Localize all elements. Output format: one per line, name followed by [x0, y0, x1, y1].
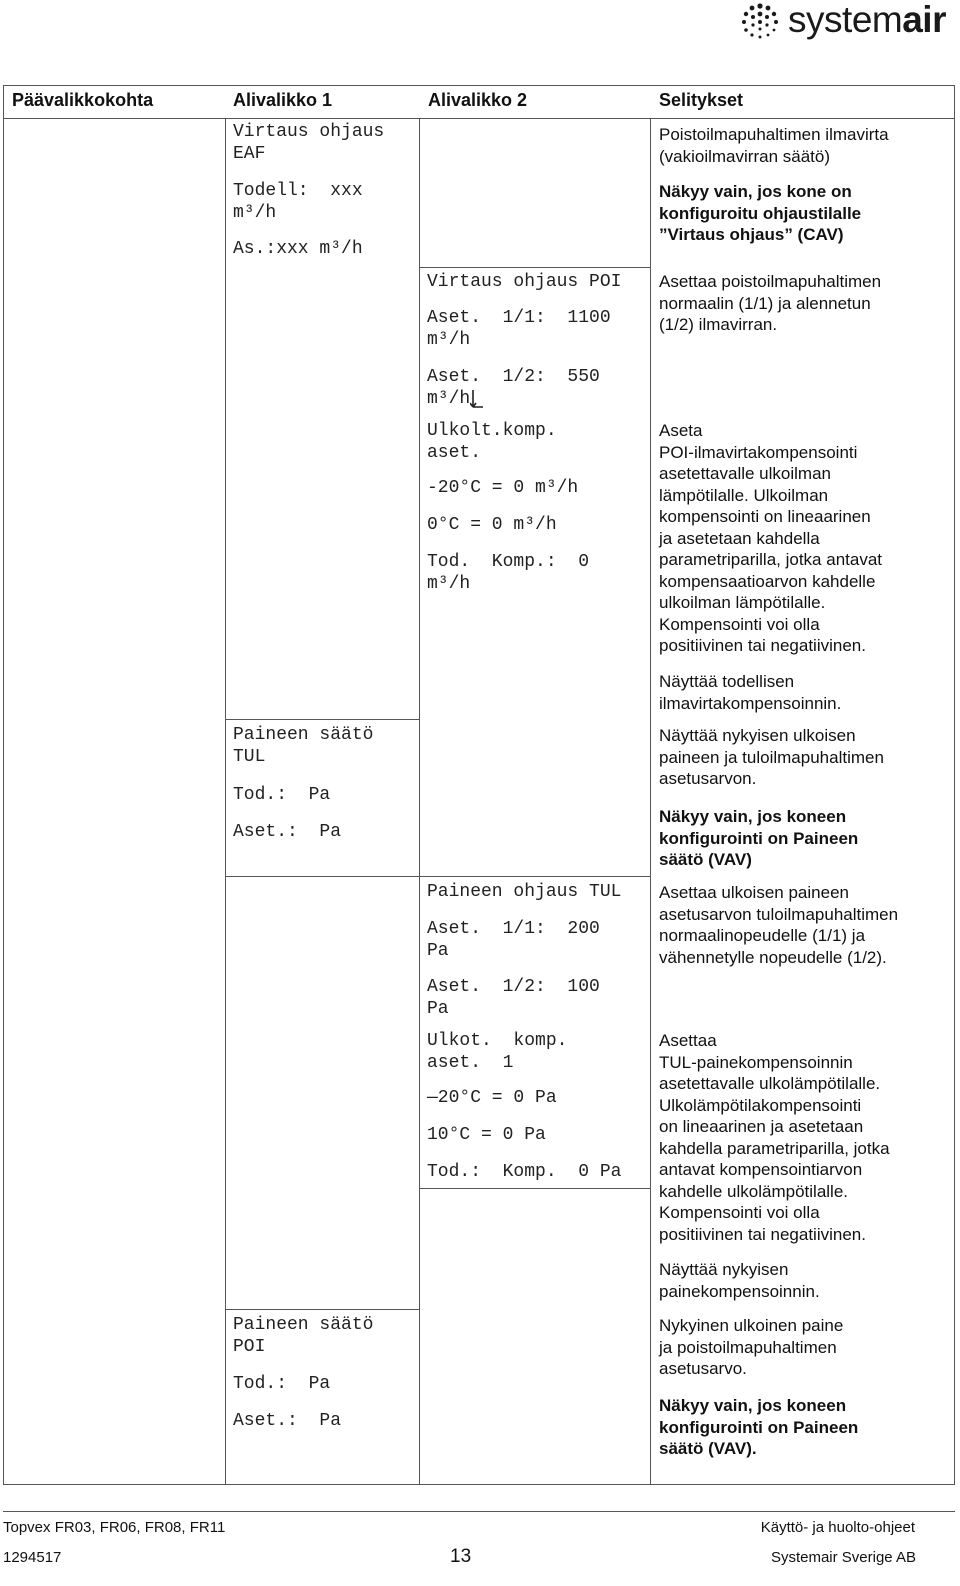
- description: Aseta POI-ilmavirtakompensointi asetettavalle ulkoilman lämpötilalle. Ulkoilman kompensointi on lineaarinen ja asetetaan kahdella parametriparilla, jotka antavat kompensaatioarvon kahdelle ulkoilman lämpötilalle. Kompensointi voi olla positiivinen tai negatiivinen.: [659, 421, 883, 655]
- sub1-item: Aset.: Pa: [233, 822, 342, 842]
- sub2-divider: [419, 876, 650, 877]
- description-note: Näkyy vain, jos kone on konfiguroitu ohjaustilalle ”Virtaus ohjaus” (CAV): [659, 182, 862, 244]
- sub1-item: Todell: xxx m³/h: [233, 181, 363, 223]
- description: Poistoilmapuhaltimen ilmavirta (vakioilmavirran säätö): [659, 125, 889, 166]
- sub1-divider: [225, 719, 419, 720]
- sub1-divider: [225, 876, 419, 877]
- sub1-divider: [225, 1309, 419, 1310]
- col-divider-3: [650, 118, 651, 1485]
- sub1-item: Virtaus ohjaus EAF: [233, 122, 385, 164]
- footer-product: Topvex FR03, FR06, FR08, FR11: [3, 1519, 226, 1536]
- sub2-item: 10°C = 0 Pa: [427, 1125, 546, 1145]
- footer-doc-title: Käyttö- ja huolto-ohjeet: [760, 1519, 915, 1536]
- sub2-divider: [419, 1188, 650, 1189]
- footer-company: Systemair Sverige AB: [770, 1549, 916, 1566]
- sub1-item: Paineen säätö POI: [233, 1315, 374, 1357]
- sub2-item: Aset. 1/2: 100 Pa: [427, 977, 600, 1019]
- logo-text-bold: air: [902, 0, 946, 40]
- description: Nykyinen ulkoinen paine ja poistoilmapuhaltimen asetusarvo.: [659, 1316, 844, 1378]
- header-descriptions: Selitykset: [659, 90, 744, 110]
- description-note: Näkyy vain, jos koneen konfigurointi on Paineen säätö (VAV): [659, 807, 859, 869]
- footer-doc-number: 1294517: [3, 1549, 62, 1566]
- sub1-item: Aset.: Pa: [233, 1411, 342, 1431]
- header-submenu-2: Alivalikko 2: [428, 90, 528, 110]
- logo-dots-icon: [738, 0, 782, 40]
- sub2-item: Virtaus ohjaus POI: [427, 272, 622, 292]
- sub1-item: Tod.: Pa: [233, 1374, 331, 1394]
- header-divider: [3, 118, 955, 119]
- arrow-down-icon: [470, 388, 484, 410]
- sub2-item: Tod.: Komp. 0 Pa: [427, 1162, 622, 1182]
- col-divider-1: [225, 118, 226, 1485]
- sub2-item: Aset. 1/1: 200 Pa: [427, 919, 600, 961]
- description: Näyttää nykyisen ulkoisen paineen ja tuloilmapuhaltimen asetusarvon.: [659, 726, 884, 788]
- sub2-item: Ulkolt.komp. aset.: [427, 421, 557, 463]
- sub1-item: As.:xxx m³/h: [233, 239, 363, 259]
- sub2-item: Aset. 1/1: 1100 m³/h: [427, 308, 611, 350]
- sub2-item: —20°C = 0 Pa: [427, 1088, 557, 1108]
- description: Asettaa poistoilmapuhaltimen normaalin (1/1) ja alennetun (1/2) ilmavirran.: [659, 272, 882, 334]
- description-note: Näkyy vain, jos koneen konfigurointi on Paineen säätö (VAV).: [659, 1396, 859, 1458]
- sub2-item: Aset. 1/2: 550 m³/h: [427, 367, 600, 409]
- sub2-divider: [419, 267, 650, 268]
- header-submenu-1: Alivalikko 1: [233, 90, 333, 110]
- header-main-menu: Päävalikkokohta: [12, 90, 154, 110]
- description: Näyttää todellisen ilmavirtakompensoinnin.: [659, 672, 842, 713]
- sub1-item: Tod.: Pa: [233, 785, 331, 805]
- sub1-item: Paineen säätö TUL: [233, 725, 374, 767]
- sub2-item: Tod. Komp.: 0 m³/h: [427, 552, 590, 594]
- footer-rule: [3, 1511, 955, 1512]
- sub2-item: 0°C = 0 m³/h: [427, 515, 557, 535]
- sub2-item: Paineen ohjaus TUL: [427, 882, 622, 902]
- col-divider-2: [419, 118, 420, 1485]
- systemair-logo: [738, 0, 946, 40]
- sub2-item: Ulkot. komp. aset. 1: [427, 1031, 568, 1073]
- logo-text-light: system: [788, 0, 903, 40]
- description: Asettaa ulkoisen paineen asetusarvon tuloilmapuhaltimen normaalinopeudelle (1/1) ja vähennetylle nopeudelle (1/2).: [659, 883, 899, 967]
- description: Asettaa TUL-painekompensoinnin asetettavalle ulkolämpötilalle. Ulkolämpötilakompensointi on lineaarinen ja asetetaan kahdella parametriparilla, jotka antavat kompensointiarvon kahdelle ulkolämpötilalle. Kompensointi voi olla positiivinen tai negatiivinen.: [659, 1031, 890, 1244]
- description: Näyttää nykyisen painekompensoinnin.: [659, 1260, 820, 1301]
- page-number: 13: [450, 1546, 472, 1567]
- sub2-item: -20°C = 0 m³/h: [427, 478, 579, 498]
